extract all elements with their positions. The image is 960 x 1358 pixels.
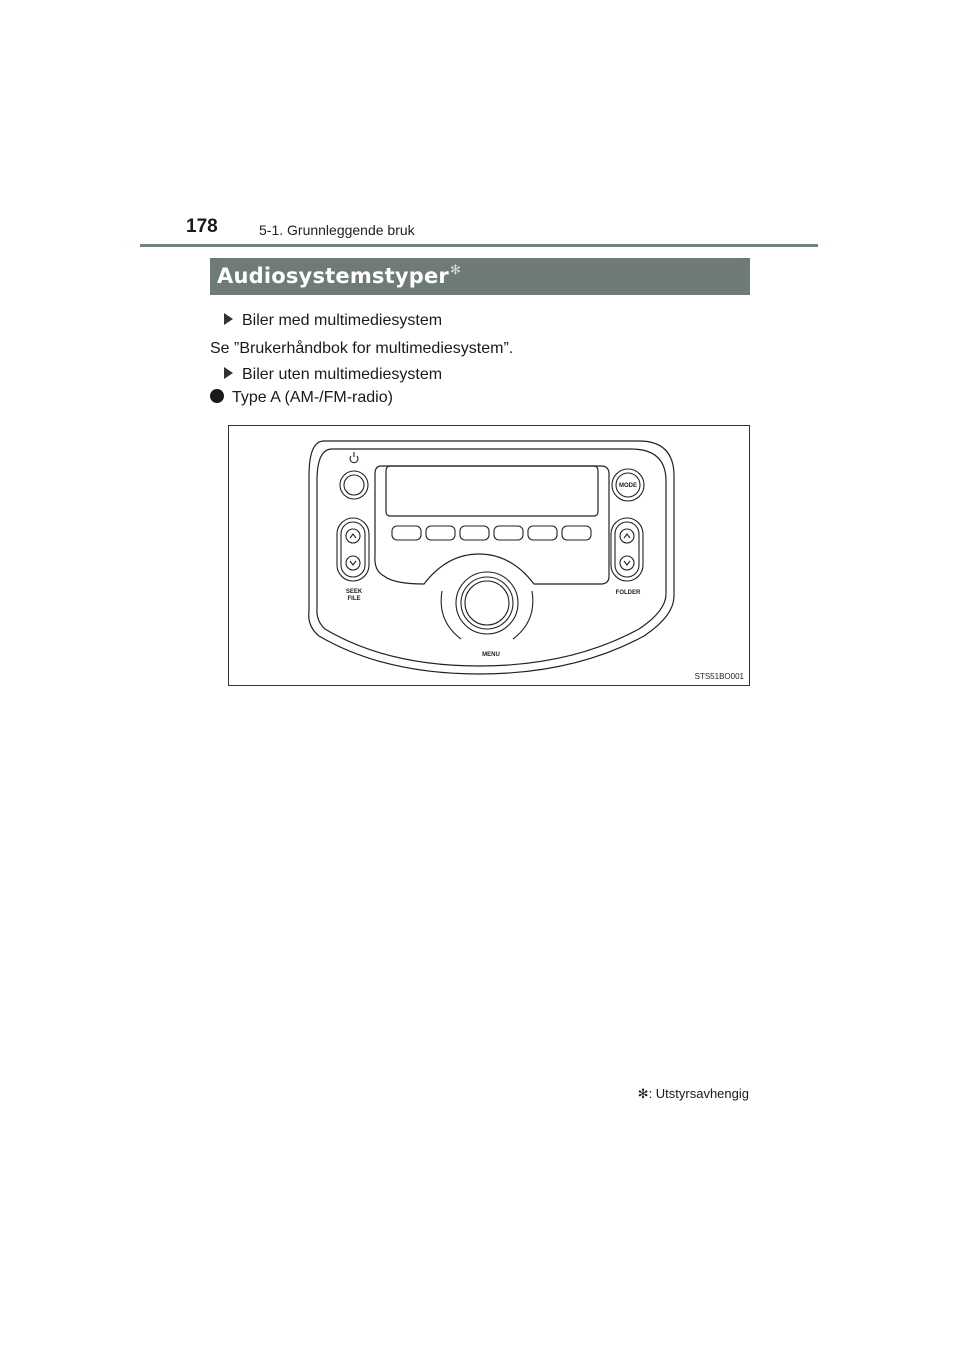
preset-button-3 [460,526,489,540]
seek-rocker [337,518,369,581]
seek-label: SEEK [345,589,363,595]
page-number: 178 [186,216,218,237]
preset-button-5 [528,526,557,540]
section-title: 5-1. Grunnleggende bruk [259,222,415,238]
preset-button-4 [494,526,523,540]
triangle-arrow-icon [224,313,233,325]
item-label: Biler med multimediesystem [242,312,443,329]
heading-title: Audiosystemstyper [217,264,449,288]
folder-down-icon [624,561,630,565]
display-panel [375,466,609,584]
item-without-multimedia [224,366,442,384]
power-icon [350,452,358,463]
item-reference-text: Se ”Brukerhåndbok for multimediesystem”. [210,340,514,357]
menu-knob [441,572,533,639]
bullet-label: Type A (AM-/FM-radio) [232,389,393,406]
seek-up-icon [350,534,356,538]
preset-button-1 [392,526,421,540]
item-with-multimedia [224,312,442,330]
preset-button-2 [426,526,455,540]
figure-code: STS51BO001 [694,672,744,681]
seek-down-icon [350,561,356,565]
footnote [638,1086,749,1102]
menu-label: MENU [482,652,500,658]
folder-label: FOLDER [615,590,641,596]
heading-bar [210,258,750,295]
footnote-text: : Utstyrsavhengig [648,1086,749,1101]
folder-rocker [611,518,643,581]
footnote-marker: ✻ [637,1086,649,1101]
equipment-marker: ✻ [449,262,461,277]
item-label: Biler uten multimediesystem [242,366,443,383]
triangle-arrow-icon [224,367,233,379]
power-button [340,452,368,499]
preset-button-6 [562,526,591,540]
file-label: FILE [347,596,361,602]
audio-unit-figure [228,425,750,686]
type-a-bullet [210,389,393,407]
bullet-icon [210,389,224,403]
folder-up-icon [624,534,630,538]
header-divider [140,244,818,247]
audio-unit-illustration [229,426,749,685]
mode-label: MODE [619,483,637,489]
display-screen [386,466,598,516]
